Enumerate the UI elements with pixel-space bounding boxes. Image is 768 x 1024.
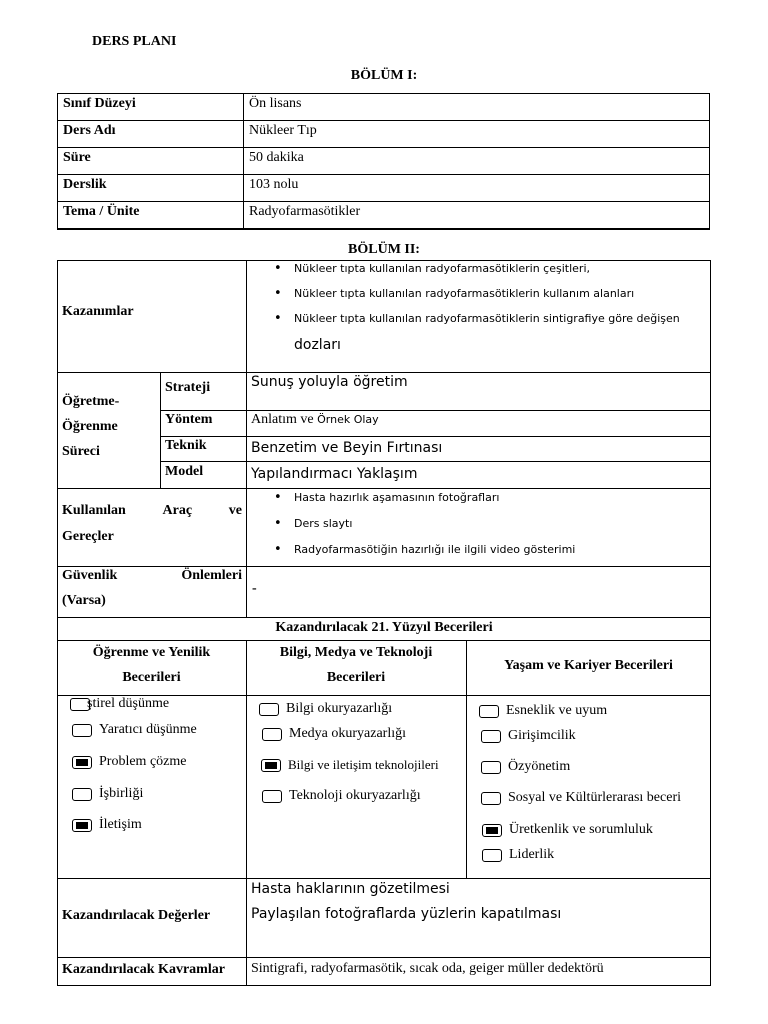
checkbox-label: İşbirliği bbox=[99, 786, 144, 801]
table-row bbox=[58, 148, 710, 175]
checkbox-item[interactable] bbox=[70, 696, 169, 712]
checkbox-label: Problem çözme bbox=[99, 754, 187, 769]
col1-title-line2: Becerileri bbox=[122, 670, 181, 685]
checkbox-item[interactable] bbox=[481, 728, 576, 744]
col3-title: Yaşam ve Kariyer Becerileri bbox=[504, 658, 673, 673]
checkbox-icon[interactable] bbox=[70, 698, 90, 711]
section-1-title: BÖLÜM I: bbox=[350, 68, 418, 83]
table-row bbox=[58, 94, 710, 121]
checkbox-icon[interactable] bbox=[481, 730, 501, 743]
ogretme-label-line2: Öğrenme bbox=[62, 419, 118, 434]
table-row bbox=[58, 121, 710, 148]
row-divider bbox=[57, 878, 711, 879]
arac-label-line1 bbox=[62, 503, 242, 519]
kavramlar-label: Kazandırılacak Kavramlar bbox=[62, 962, 225, 977]
model-value: Yapılandırmacı Yaklaşım bbox=[251, 466, 418, 482]
teknik-value: Benzetim ve Beyin Fırtınası bbox=[251, 440, 443, 456]
checkbox-label: Bilgi ve iletişim teknolojileri bbox=[288, 757, 439, 772]
checkbox-item[interactable] bbox=[262, 788, 421, 804]
list-item: • Hasta hazırlık aşamasının fotoğrafları bbox=[252, 485, 710, 511]
column-divider bbox=[160, 372, 161, 488]
row-divider bbox=[57, 566, 711, 567]
checkbox-label: Yaratıcı düşünme bbox=[99, 722, 197, 737]
checkbox-item[interactable] bbox=[261, 757, 439, 773]
arac-label-word: ve bbox=[228, 503, 242, 518]
checkbox-icon[interactable] bbox=[72, 788, 92, 801]
checkbox-item[interactable] bbox=[482, 847, 554, 863]
arac-label-word: Araç bbox=[162, 503, 193, 518]
row-value: Ön lisans bbox=[244, 94, 710, 121]
arac-label-word: Kullanılan bbox=[62, 503, 126, 518]
ogretme-label-line1: Öğretme- bbox=[62, 394, 120, 409]
checkbox-item[interactable] bbox=[481, 790, 681, 806]
checkbox-checked-icon[interactable] bbox=[482, 824, 502, 837]
teknik-label: Teknik bbox=[165, 438, 207, 453]
row-value: 50 dakika bbox=[244, 148, 710, 175]
checkbox-label: Sosyal ve Kültürlerarası beceri bbox=[508, 790, 681, 805]
model-label: Model bbox=[165, 464, 204, 479]
checkbox-label: Medya okuryazarlığı bbox=[289, 726, 407, 741]
guvenlik-label-word: Önlemleri bbox=[181, 568, 242, 583]
row-value: Radyofarmasötikler bbox=[244, 202, 710, 230]
checkbox-label: ştirel düşünme bbox=[87, 696, 170, 711]
list-item: • Nükleer tıpta kullanılan radyofarmasötiklerin çeşitleri, bbox=[252, 256, 710, 281]
checkbox-icon[interactable] bbox=[72, 724, 92, 737]
checkbox-icon[interactable] bbox=[481, 761, 501, 774]
guvenlik-value: - bbox=[252, 581, 257, 596]
checkbox-label: İletişim bbox=[99, 817, 142, 832]
checkbox-icon[interactable] bbox=[479, 705, 499, 718]
col2-title-line1: Bilgi, Medya ve Teknoloji bbox=[279, 645, 433, 660]
checkbox-checked-icon[interactable] bbox=[261, 759, 281, 772]
list-item: • Ders slaytı bbox=[252, 511, 710, 537]
degerler-item: Paylaşılan fotoğraflarda yüzlerin kapatılması bbox=[251, 906, 562, 922]
row-label: Derslik bbox=[58, 175, 244, 202]
checkbox-icon[interactable] bbox=[482, 849, 502, 862]
row-divider bbox=[57, 372, 711, 373]
table-row bbox=[58, 175, 710, 202]
section-1-table bbox=[57, 93, 710, 230]
row-label: Sınıf Düzeyi bbox=[58, 94, 244, 121]
yontem-value-part2: Örnek Olay bbox=[317, 413, 379, 426]
row-divider bbox=[57, 957, 711, 958]
checkbox-label: Liderlik bbox=[509, 847, 555, 862]
document-title: DERS PLANI bbox=[92, 34, 177, 49]
kavramlar-value: Sintigrafi, radyofarmasötik, sıcak oda, geiger müller dedektörü bbox=[251, 961, 604, 976]
list-item: • Nükleer tıpta kullanılan radyofarmasötiklerin sintigrafiye göre değişen bbox=[252, 306, 710, 331]
beceriler-title: Kazandırılacak 21. Yüzyıl Becerileri bbox=[275, 620, 493, 635]
checkbox-item[interactable] bbox=[259, 701, 392, 717]
checkbox-label: Teknoloji okuryazarlığı bbox=[289, 788, 421, 803]
degerler-label: Kazandırılacak Değerler bbox=[62, 908, 211, 923]
checkbox-item[interactable] bbox=[262, 726, 406, 742]
checkbox-label: Üretkenlik ve sorumluluk bbox=[509, 822, 653, 837]
strateji-value: Sunuş yoluyla öğretim bbox=[251, 374, 408, 390]
row-divider bbox=[160, 461, 711, 462]
kazanimlar-list bbox=[252, 256, 710, 331]
kazanimlar-label: Kazanımlar bbox=[62, 304, 134, 319]
list-item: • Radyofarmasötiğin hazırlığı ile ilgili video gösterimi bbox=[252, 537, 710, 563]
row-divider bbox=[57, 640, 711, 641]
row-value: 103 nolu bbox=[244, 175, 710, 202]
checkbox-label: Bilgi okuryazarlığı bbox=[286, 701, 393, 716]
col1-title-line1: Öğrenme ve Yenilik bbox=[92, 645, 211, 660]
checkbox-icon[interactable] bbox=[262, 728, 282, 741]
row-divider bbox=[160, 410, 711, 411]
yontem-label: Yöntem bbox=[165, 412, 213, 427]
row-divider bbox=[57, 617, 711, 618]
column-divider bbox=[246, 878, 247, 986]
yontem-value-part1: Anlatım ve bbox=[251, 412, 318, 427]
checkbox-checked-icon[interactable] bbox=[72, 756, 92, 769]
checkbox-item[interactable] bbox=[72, 722, 197, 738]
checkbox-label: Esneklik ve uyum bbox=[506, 703, 608, 718]
checkbox-icon[interactable] bbox=[481, 792, 501, 805]
arac-list bbox=[252, 485, 710, 563]
checkbox-item[interactable] bbox=[479, 703, 607, 719]
section-2-title: BÖLÜM II: bbox=[348, 242, 420, 257]
table-row bbox=[58, 202, 710, 230]
strateji-label: Strateji bbox=[165, 380, 211, 395]
row-divider bbox=[160, 436, 711, 437]
guvenlik-label-line2: (Varsa) bbox=[62, 593, 106, 608]
checkbox-label: Girişimcilik bbox=[508, 728, 576, 743]
row-label: Tema / Ünite bbox=[58, 202, 244, 230]
list-item: • Nükleer tıpta kullanılan radyofarmasötiklerin kullanım alanları bbox=[252, 281, 710, 306]
yontem-value bbox=[251, 412, 379, 428]
guvenlik-label-line1 bbox=[62, 568, 242, 584]
checkbox-checked-icon[interactable] bbox=[72, 819, 92, 832]
column-divider bbox=[246, 260, 247, 617]
checkbox-icon[interactable] bbox=[262, 790, 282, 803]
ogretme-label-line3: Süreci bbox=[62, 444, 100, 459]
col2-title-line2: Becerileri bbox=[326, 670, 386, 685]
checkbox-item[interactable] bbox=[72, 786, 143, 802]
checkbox-item[interactable] bbox=[481, 759, 570, 775]
checkbox-item[interactable] bbox=[72, 754, 186, 770]
arac-label-line2: Gereçler bbox=[62, 529, 114, 544]
guvenlik-label-word: Güvenlik bbox=[62, 568, 118, 583]
checkbox-label: Özyönetim bbox=[508, 759, 571, 774]
checkbox-item[interactable] bbox=[72, 817, 142, 833]
degerler-item: Hasta haklarının gözetilmesi bbox=[251, 881, 450, 897]
row-label: Süre bbox=[58, 148, 244, 175]
kazanimlar-item-continued: dozları bbox=[294, 337, 341, 353]
row-value: Nükleer Tıp bbox=[244, 121, 710, 148]
row-label: Ders Adı bbox=[58, 121, 244, 148]
checkbox-icon[interactable] bbox=[259, 703, 279, 716]
column-divider bbox=[466, 640, 467, 878]
checkbox-item[interactable] bbox=[482, 822, 653, 838]
